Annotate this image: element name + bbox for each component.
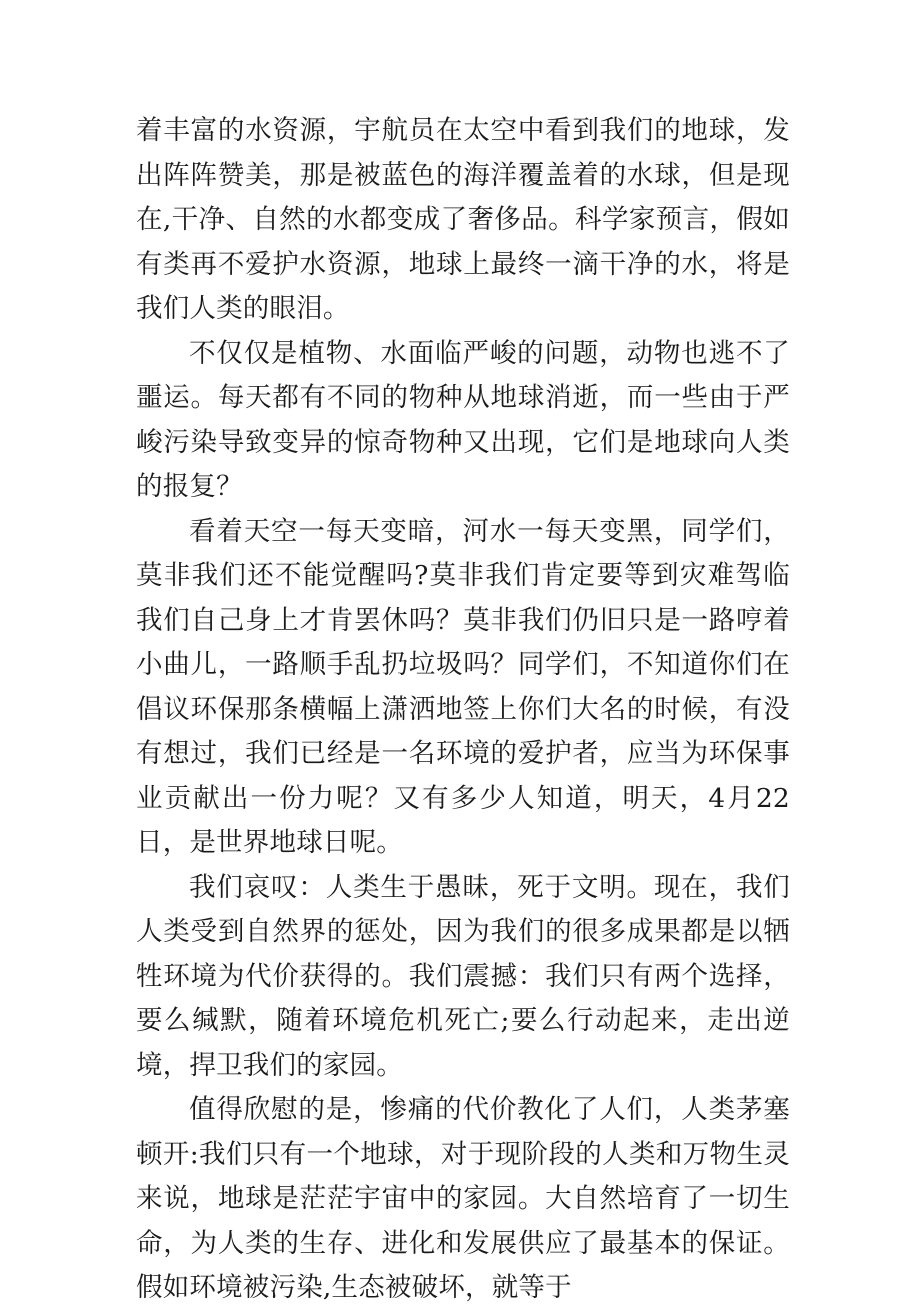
paragraph-4: 我们哀叹：人类生于愚昧，死于文明。现在，我们人类受到自然界的惩处，因为我们的很多成果都是以牺牲环境为代价获得的。我们震撼：我们只有两个选择，要么缄默，随着环境危机死亡;要么行动起来，走出逆境，捍卫我们的家园。 bbox=[136, 871, 790, 1081]
paragraph-5: 值得欣慰的是，惨痛的代价教化了人们，人类茅塞顿开:我们只有一个地球，对于现阶段的人类和万物生灵来说，地球是茫茫宇宙中的家园。大自然培育了一切生命，为人类的生存、进化和发展供应了最基本的保证。假如环境被污染,生态被破坏，就等于 bbox=[136, 1094, 790, 1303]
paragraph-2: 不仅仅是植物、水面临严峻的问题，动物也逃不了噩运。每天都有不同的物种从地球消逝，而一些由于严峻污染导致变异的惊奇物种又出现，它们是地球向人类的报复？ bbox=[136, 337, 790, 502]
paragraph-1: 着丰富的水资源，宇航员在太空中看到我们的地球，发出阵阵赞美，那是被蓝色的海洋覆盖着的水球，但是现在,干净、自然的水都变成了奢侈品。科学家预言，假如有类再不爱护水资源，地球上最终一滴干净的水，将是我们人类的眼泪。 bbox=[136, 115, 790, 324]
document-page bbox=[136, 109, 790, 1311]
paragraph-3: 看着天空一每天变暗，河水一每天变黑，同学们，莫非我们还不能觉醒吗?莫非我们肯定要等到灾难驾临我们自己身上才肯罢休吗？莫非我们仍旧只是一路哼着小曲儿，一路顺手乱扔垃圾吗？同学们，不知道你们在倡议环保那条横幅上潇洒地签上你们大名的时候，有没有想过，我们已经是一名环境的爱护者，应当为环保事业贡献出一份力呢？又有多少人知道，明天，4月22日，是世界地球日呢。 bbox=[136, 515, 790, 858]
